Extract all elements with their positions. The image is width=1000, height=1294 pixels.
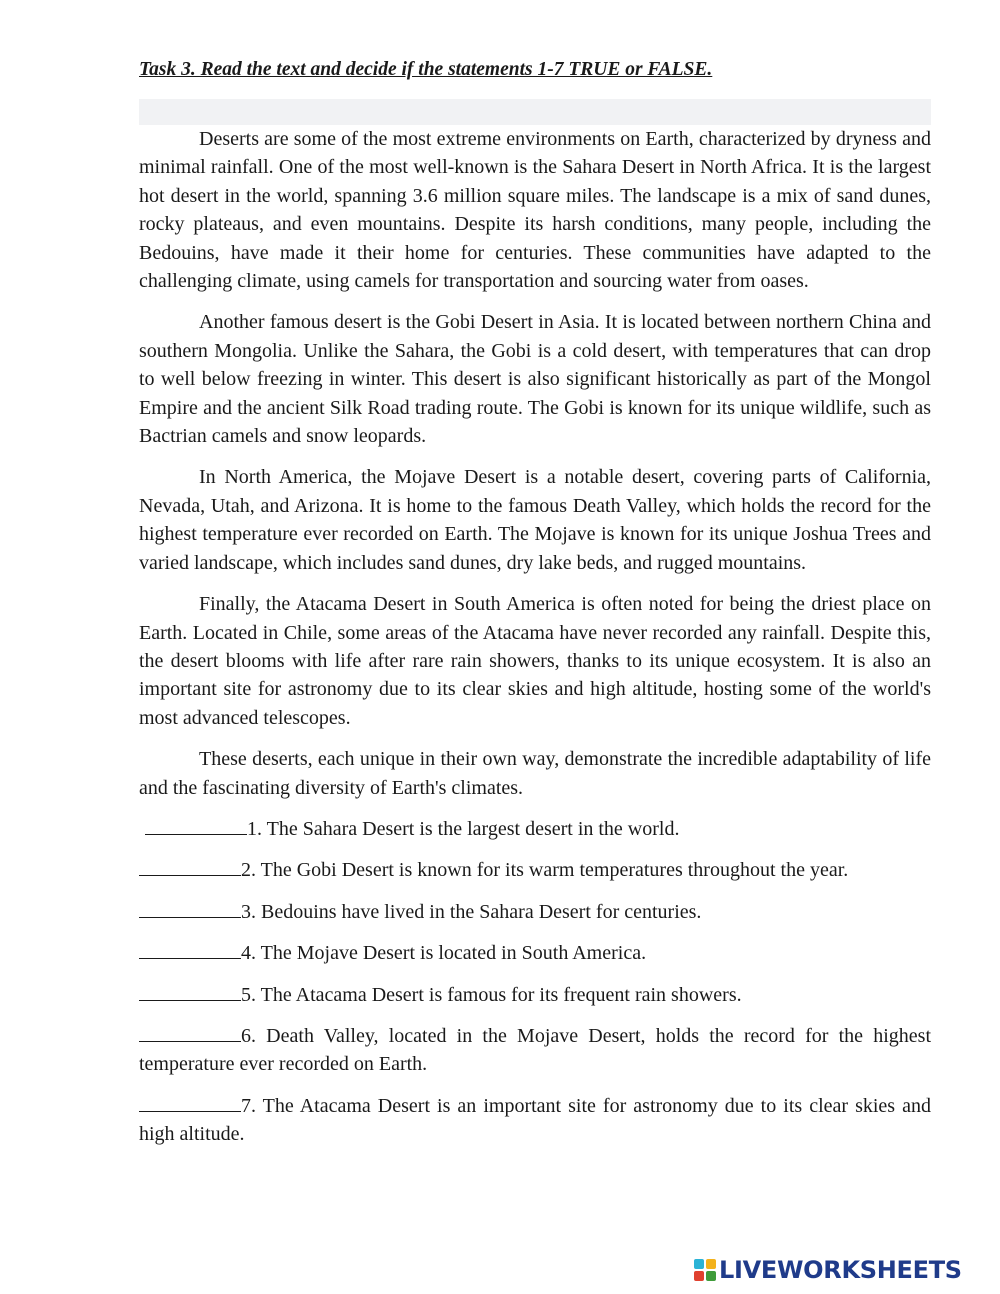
reading-passage [139, 125, 931, 802]
answer-blank-6[interactable] [139, 1023, 241, 1042]
statement-text: 2. The Gobi Desert is known for its warm temperatures throughout the year. [241, 859, 849, 882]
statement-5 [139, 981, 931, 1009]
answer-blank-7[interactable] [139, 1093, 241, 1112]
passage-paragraph-mojave: In North America, the Mojave Desert is a notable desert, covering parts of California, Nevada, Utah, and Arizona. It is home to the famous Death Valley, which holds the record for the highest temperature ever recorded on Earth. The Mojave is known for its unique Joshua Trees and varied landscape, which includes sand dunes, dry lake beds, and rugged mountains. [139, 466, 931, 574]
passage-paragraph-gobi: Another famous desert is the Gobi Desert in Asia. It is located between northern China and southern Mongolia. Unlike the Sahara, the Gobi is a cold desert, with temperatures that can drop to well below freezing in winter. This desert is also significant historically as part of the Mongol Empire and the ancient Silk Road trading route. The Gobi is known for its unique wildlife, such as Bactrian camels and snow leopards. [139, 311, 931, 448]
statement-2 [139, 856, 931, 884]
answer-blank-2[interactable] [139, 857, 241, 876]
passage-paragraph-atacama: Finally, the Atacama Desert in South America is often noted for being the driest place on Earth. Located in Chile, some areas of the Atacama have never recorded any rainfall. Despite this, the desert blooms with life after rare rain showers, thanks to its unique ecosystem. It is also an important site for astronomy due to its clear skies and high altitude, hosting some of the world's most advanced telescopes. [139, 593, 931, 729]
answer-blank-4[interactable] [139, 940, 241, 959]
answer-band [139, 99, 931, 125]
statement-text: 1. The Sahara Desert is the largest desert in the world. [247, 817, 680, 840]
statement-text: 4. The Mojave Desert is located in South America. [241, 942, 647, 965]
worksheet-page [139, 56, 931, 1162]
statement-6 [139, 1022, 931, 1079]
answer-blank-5[interactable] [139, 982, 241, 1001]
liveworksheets-logo[interactable] [694, 1256, 962, 1284]
logo-wordmark: LIVEWORKSHEETS [719, 1256, 962, 1284]
statement-text: 6. Death Valley, located in the Mojave Desert, holds the record for the highest temperature ever recorded on Earth. [139, 1024, 931, 1076]
statement-text: 5. The Atacama Desert is famous for its frequent rain showers. [241, 983, 742, 1006]
liveworksheets-logo-icon [694, 1259, 716, 1281]
statement-3 [139, 898, 931, 926]
answer-blank-1[interactable] [145, 816, 247, 835]
task-title: Task 3. Read the text and decide if the statements 1-7 TRUE or FALSE. [139, 59, 713, 80]
statement-text: 7. The Atacama Desert is an important site for astronomy due to its clear skies and high altitude. [139, 1094, 931, 1146]
passage-paragraph-conclusion: These deserts, each unique in their own way, demonstrate the incredible adaptability of life and the fascinating diversity of Earth's climates. [139, 748, 931, 799]
answer-blank-3[interactable] [139, 899, 241, 918]
statement-4 [139, 939, 931, 967]
passage-paragraph-sahara: Deserts are some of the most extreme environments on Earth, characterized by dryness and minimal rainfall. One of the most well-known is the Sahara Desert in North Africa. It is the largest hot desert in the world, spanning 3.6 million square miles. The landscape is a mix of sand dunes, rocky plateaus, and even mountains. Despite its harsh conditions, many people, including the Bedouins, have made it their home for centuries. These communities have adapted to the challenging climate, using camels for transportation and sourcing water from oases. [139, 128, 931, 293]
statement-text: 3. Bedouins have lived in the Sahara Desert for centuries. [241, 900, 702, 923]
statement-1 [139, 815, 931, 843]
statement-7 [139, 1092, 931, 1149]
statement-list [139, 815, 931, 1149]
